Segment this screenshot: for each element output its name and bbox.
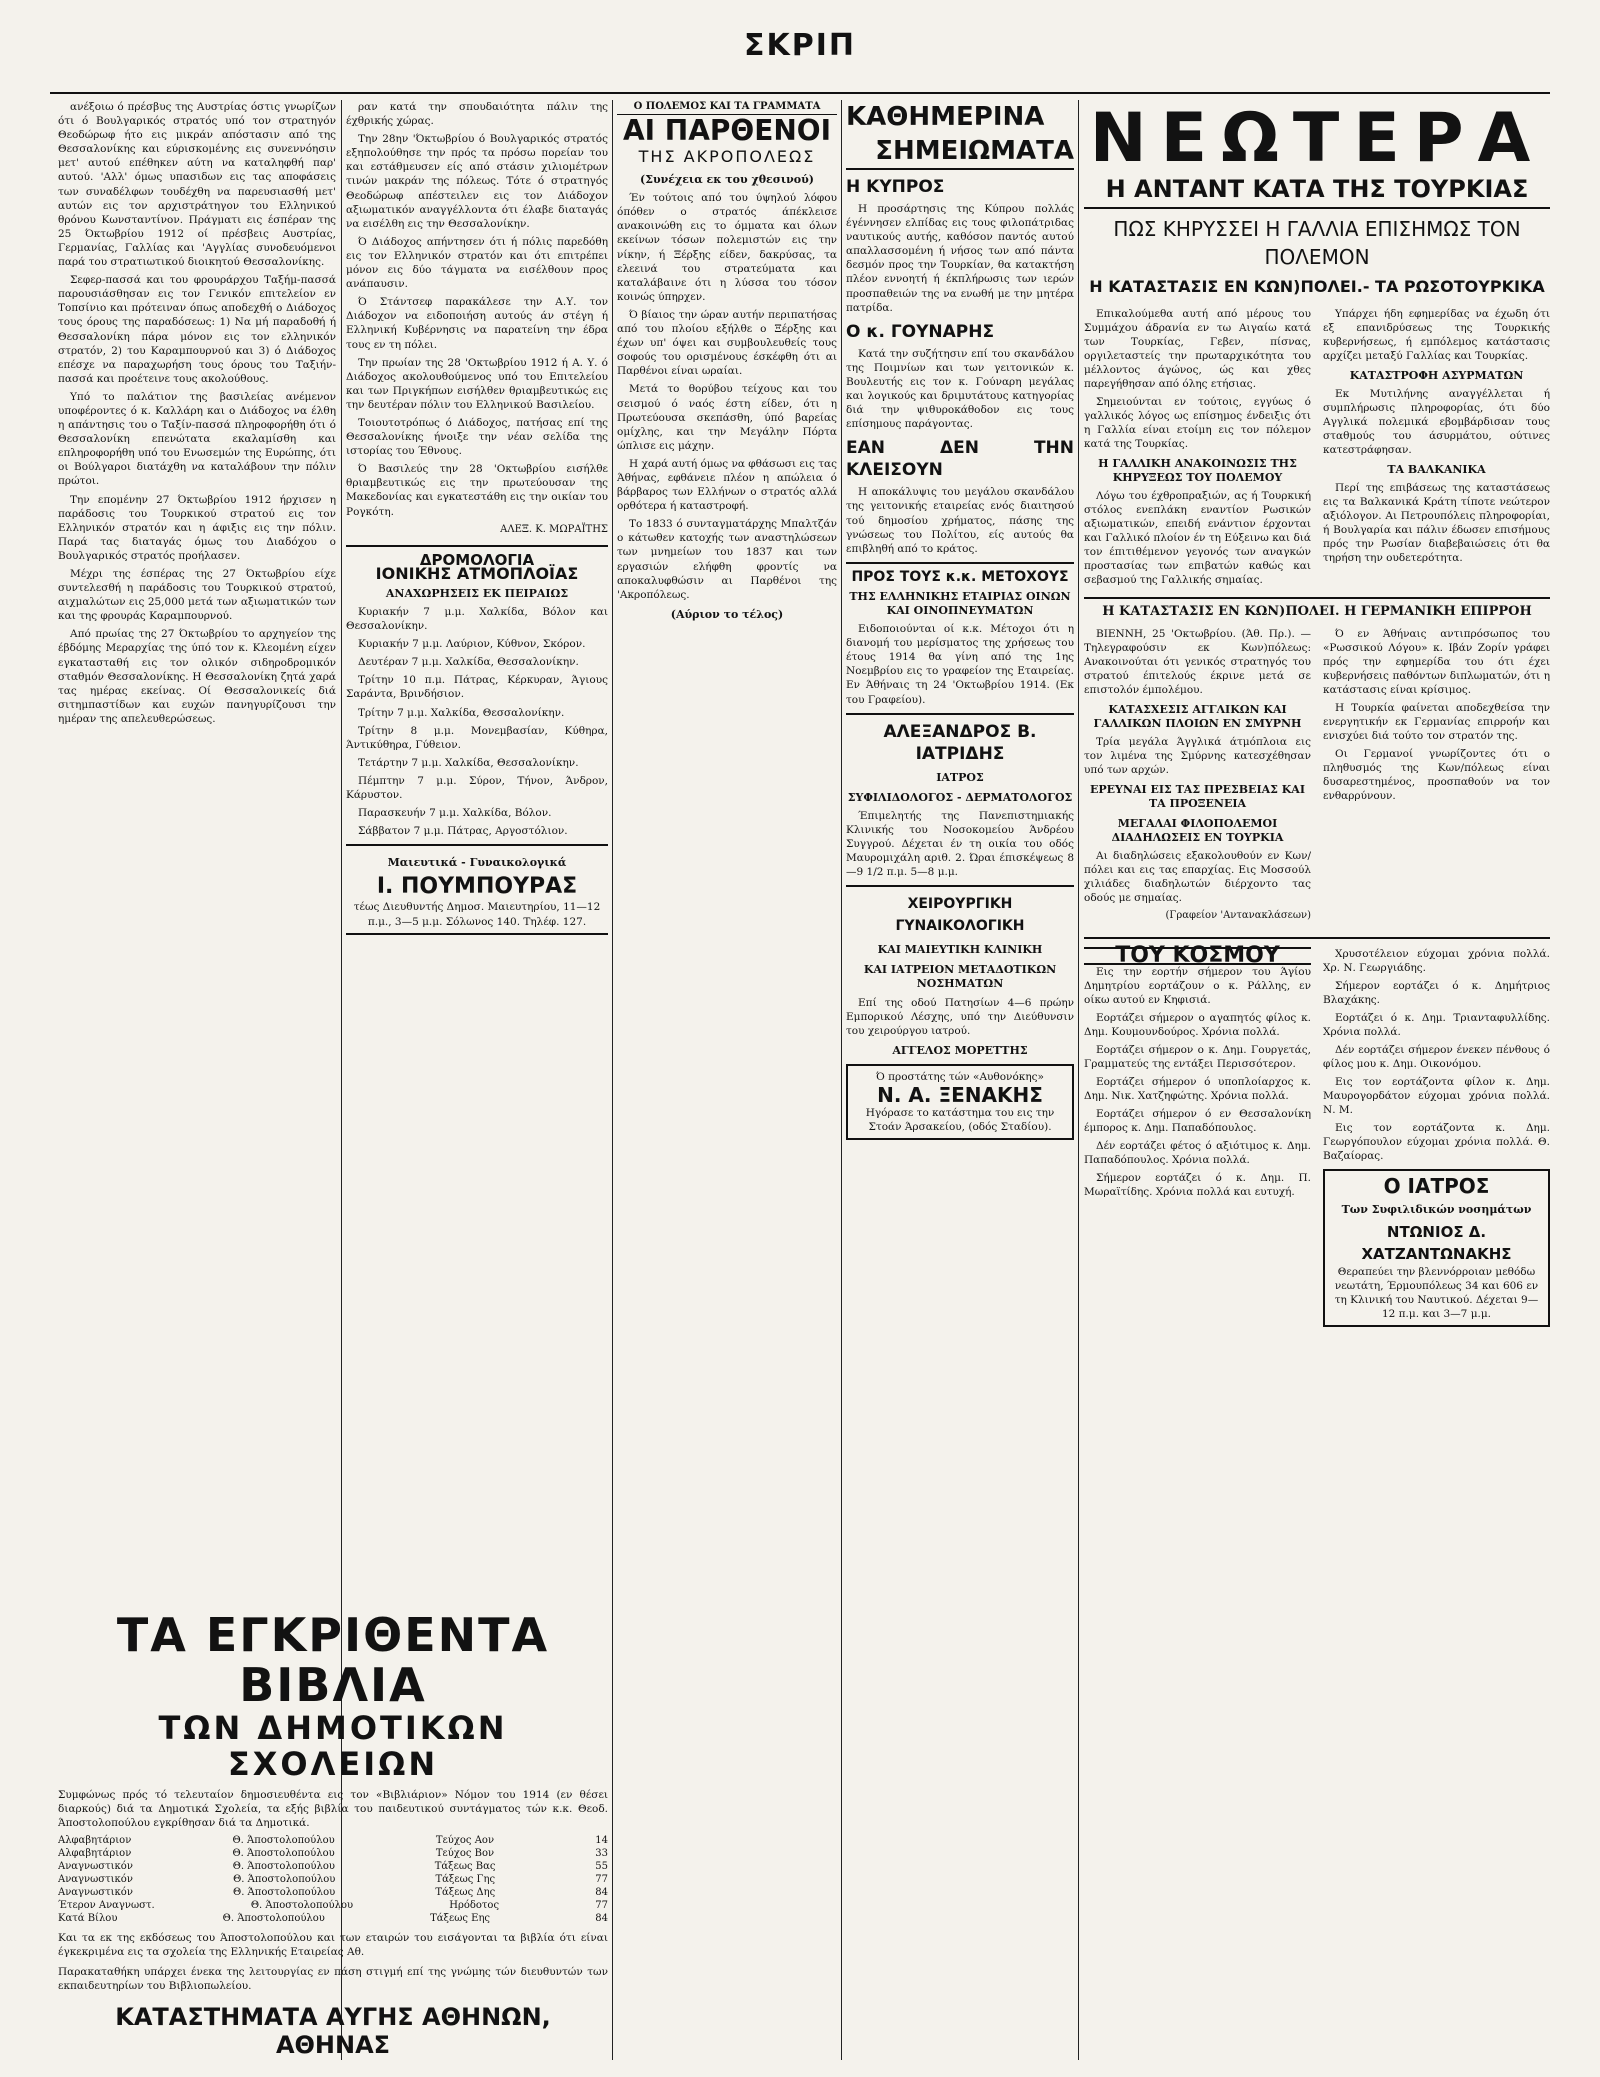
news-paragraph: Λόγω του έχθροπραξιών, ας ή Τουρκική στόλος ενεπλάκη εναντίον Ρωσικών αξιωματικών, επειδή ενάντιον έρχονται και Γαλλικό πλοίον έν τη Εύξεινω και διά τον έπιτιθέμενον γεγονός των αναγκών προστασίας των επιβατών καθώς και σεβασμού της Γαλλικής σημαίας. — [1084, 490, 1311, 586]
shop-ad-name: Ν. Α. ΞΕΝΑΚΗΣ — [877, 1083, 1043, 1108]
section-rule — [346, 545, 608, 547]
news-section-title: ΕΡΕΥΝΑΙ ΕΙΣ ΤΑΣ ΠΡΕΣΒΕΙΑΣ ΚΑΙ ΤΑ ΠΡΟΞΕΝΕΙΑ — [1090, 783, 1305, 811]
book-price: 33 — [595, 1848, 608, 1859]
doctor-name: ΑΛΕΞΑΝΔΡΟΣ Β. ΙΑΤΡΙΔΗΣ — [883, 721, 1037, 764]
news-section-title: ΜΕΓΑΛΑΙ ΦΙΛΟΠΟΛΕΜΟΙ ΔΙΑΔΗΛΩΣΕΙΣ ΕΝ ΤΟΥΡΚΙΑ — [1111, 817, 1284, 845]
ad-line: Δευτέραν 7 μ.μ. Χαλκίδα, Θεσσαλονίκην. — [358, 656, 579, 669]
shop-advertisement — [846, 1064, 1074, 1140]
book-title: Αλφαβητάριον — [58, 1848, 132, 1859]
doctor-specialty: ΣΥΦΙΛΙΔΟΛΟΓΟΣ - ΔΕΡΜΑΤΟΛΟΓΟΣ — [847, 790, 1073, 804]
news-section-title: ΚΑΤΑΣΧΕΣΙΣ ΑΓΓΛΙΚΩΝ ΚΑΙ ΓΑΛΛΙΚΩΝ ΠΛΟΙΩΝ ΕΝ ΣΜΥΡΝΗ — [1093, 703, 1302, 731]
society-item: Δέν εορτάζει φέτος ό αξιότιμος κ. Δημ. Παπαδόπουλος. Χρόνια πολλά. — [1084, 1140, 1311, 1167]
news-subheadline: Η ΚΑΤΑΣΤΑΣΙΣ ΕΝ ΚΩΝ)ΠΟΛΕΙ.- ΤΑ ΡΩΣΟΤΟΥΡΚΙΚΑ — [1089, 277, 1545, 296]
article-paragraph: Ό Διάδοχος απήντησεν ότι ή πόλις παρεδόθη εις τον Ελληνικόν στρατόν και ότι επιτρέπει μόνον εις δύο τάγματα να εισέλθουν προς ανάπαυσιν. — [346, 235, 608, 291]
books-intro: Συμφώνως πρός τό τελευταίον δημοσιευθέντα εις τον «Βιβλιάριον» Νόμον του 1914 (εν θέσει διαρκούς) διά τα Δημοτικά Σχολεία, τα εξής βιβλία του παιδευτικού συντάγματος τών κ.κ. Θεοδ. Άποστολοπούλου εγκρίθησαν διά τα Δημοτικά. — [58, 1789, 608, 1829]
books-note: Παρακαταθήκη υπάρχει ένεκα της λειτουργίας εν πάση στιγμή επί της γνώμης τών διευθυντών των εκπαιδευτηρίων του Βιβλιοπωλείου. — [58, 1966, 608, 1992]
news-two-columns — [1084, 307, 1550, 591]
notice-title: ΠΡΟΣ ΤΟΥΣ κ.κ. ΜΕΤΟΧΟΥΣ — [851, 568, 1069, 585]
article-paragraph: Ό Βασιλεύς την 28 'Οκτωβρίου εισήλθε θριαμβευτικώς εις την πρωτεύουσαν της Μακεδονίας και εγκατεστάθη εις την οικίαν του Ρογκότη. — [346, 463, 608, 518]
ad-line: Τρίτην 8 μ.μ. Μονεμβασίαν, Κύθηρα, Άντικύθηρα, Γύθειον. — [346, 724, 608, 751]
news-left-column — [1084, 307, 1311, 591]
society-item: Σήμερον εορτάζει ό κ. Δημήτριος Βλαχάκης. — [1323, 980, 1550, 1007]
doctor-ad-text: τέως Διευθυντής Δημοσ. Μαιευτηρίου, 11—12 π.μ., 3—5 μ.μ. Σόλωνος 140. Τηλέφ. 127. — [353, 901, 601, 928]
news-right-column — [1323, 307, 1550, 591]
section-rule — [846, 885, 1074, 887]
article-paragraph: Έν τούτοις από του ύψηλού λόφου όπόθεν ο στρατός άπέκλεισε ανακοινώθη εις το όμματα και όλων εκείνων τόσων πολεμιστών εις την νίκην, ή Ξέρξης είδεν, δακρύσας, τα ελεεινά του στρατεύματα και καταλάβαινε ότι η λύσσα του τόσον κοινώς ύπηρχεν. — [617, 192, 837, 303]
book-author: Θ. Άποστολοπούλου — [222, 1913, 325, 1924]
column-divider — [841, 100, 842, 2060]
doctor-ad-text: Θεραπεύει την βλεννόρροιαν μεθόδω νεωτάτη, Έρμουπόλεως 34 και 606 εν τη Κλινική του Ναυτικού. Δέχεται 9—12 π.μ. και 3—7 μ.μ. — [1334, 1266, 1539, 1321]
column-5-news — [1084, 100, 1550, 2060]
society-item: Εορτάζει σήμερον ό εν Θεσσαλονίκη έμπορος κ. Δημ. Παπαδόπουλος. — [1084, 1108, 1311, 1135]
shop-ad-text: Ηγόρασε το κατάστημα του εις την Στοάν Άρσακείου, (οδός Σταδίου). — [865, 1107, 1055, 1134]
book-part: Τεύχος Βον — [435, 1848, 495, 1859]
ad-line: Σάββατον 7 μ.μ. Πάτρας, Αργοστόλιον. — [358, 825, 568, 838]
article-paragraph: Σεφερ-πασσά και του φρουράρχου Ταξήμ-πασσά παρουσιάσθησαν εις τον Γενικόν επιτελείον εν Τοπσίνιο και πρότειναν όπως αποδεχθή ο Διάδοχος τους όρους της παραδόσεως: 1) Να μή παραδοθή ή Θεσσαλονίκη πάρα μόνον εις τον ελληνικόν στρατόν, 2) του Καραμπουρνού και 3) ό Διάδοχος επέσχε να παραχωρήση τους όρους του Ταξιήν-πασσά και προέτεινε τους ακολούθους. — [58, 274, 336, 385]
book-price: 84 — [595, 1887, 608, 1898]
book-title: Αναγνωστικόν — [58, 1861, 133, 1872]
section-title: ΚΑΘΗΜΕΡΙΝΑ — [846, 102, 1045, 132]
book-title: Αναγνωστικόν — [58, 1874, 133, 1885]
society-right-column — [1323, 947, 1550, 1327]
book-part: Τάξεως Γης — [435, 1874, 496, 1885]
column-1-article — [58, 100, 336, 1600]
article-paragraph: Ό βίαιος την ώραν αυτήν περιπατήσας από του πλοίου εξήλθε ο Ξέρξης και έχων υπ' όψει και συμβουλευθείς τους σοφούς του ορισμένους έσκέφθη ότι αι Παρθένοι είναι ωραίαι. — [617, 308, 837, 378]
books-list-row — [58, 1834, 608, 1847]
column-2-article — [346, 100, 608, 1580]
book-author: Θ. Άποστολοπούλου — [232, 1861, 335, 1872]
news-paragraph: Εκ Μυτιλήνης αναγγέλλεται ή συμπλήρωσις πληροφορίας, ότι δύο Αγγλικά πολεμικά εβομβάρδισαν τους σταθμούς του άσυρμάτου, ούτινες κατεστράφησαν. — [1323, 388, 1550, 456]
shop-ad-line: Ό προστάτης τών «Αυθονόκης» — [876, 1070, 1044, 1083]
news-section-title: ΤΑ ΒΑΛΚΑΝΙΚΑ — [1387, 463, 1486, 476]
note-title: Η ΚΥΠΡΟΣ — [846, 177, 945, 197]
clinic-name: ΧΕΙΡΟΥΡΓΙΚΗ ΓΥΝΑΙΚΟΛΟΓΙΚΗ — [895, 896, 1025, 935]
note-title: ΕΑΝ ΔΕΝ ΤΗΝ ΚΛΕΙΣΟΥΝ — [846, 438, 1074, 481]
news-left-column — [1084, 627, 1311, 931]
doctor-ad-heading: Ο ΙΑΤΡΟΣ — [1383, 1174, 1490, 1199]
article-subtitle: ΤΗΣ ΑΚΡΟΠΟΛΕΩΣ — [638, 147, 816, 167]
news-right-column — [1323, 627, 1550, 931]
books-footer: ΚΑΤΑΣΤΗΜΑΤΑ ΑΥΓΗΣ ΑΘΗΝΩΝ, ΑΘΗΝΑΣ — [115, 2003, 551, 2059]
society-item: Εορτάζει σήμερον ό υποπλοίαρχος κ. Δημ. Νικ. Χατζηφώτης. Χρόνια πολλά. — [1084, 1076, 1311, 1103]
section-rule — [846, 562, 1074, 564]
doctor-ad-name: Ι. ΠΟΥΜΠΟΥΡΑΣ — [376, 874, 578, 900]
column-divider — [612, 100, 613, 2060]
article-paragraph: Από πρωίας της 27 Όκτωβρίου το αρχηγείον της έβδόμης Μεραρχίας της ύπό τον κ. Κλεομένη είχεν εγκατασταθή εις τον ολικόν σιδηροδρομικόν σταθμόν Θεσσαλονίκης. Η Θεσσαλονίκη ζητά χαρά τας ημέρας εκείνας. Οί Θεσσαλονικείς διά σιτημπαστίδων και ευχών πανηγυρίζουσι την ημέραν της απελευθερώσεως. — [58, 628, 336, 725]
doctor-ad — [346, 844, 608, 934]
ad-line: Κυριακήν 7 μ.μ. Χαλκίδα, Βόλον και Θεσσαλονίκην. — [346, 606, 608, 633]
news-paragraph: Τρία μεγάλα Άγγλικά άτμόπλοια εις τον λιμένα της Σμύρνης κατεσχέθησαν υπό των αρχών. — [1084, 736, 1311, 777]
notice-text: Ειδοποιούνται οί κ.κ. Μέτοχοι ότι η διανομή του μερίσματος της χρήσεως του έτους 1914 θα γίνη από της 1ης Νοεμβρίου εις το γραφείον της Εταιρείας. Εν Άθήναις τη 24 'Οκτωβρίου 1914. (Εκ του Γραφείου). — [846, 623, 1074, 706]
note-paragraph: Η προσάρτησις της Κύπρου πολλάς έγέννησεν ελπίδας εις τους φιλοπάτριδας ναυτικούς αυτής, καθόσον παντός αυτού απαλλασσομένη ή νήσος των από πάντα δεσμόν προς την Τουρκίαν, θα κατακτήση πλέον εννοητή ή έκπλήρωσις των ιερών προσπαθειών της να ενωθή με την μητέρα πατρίδα. — [846, 203, 1074, 314]
book-part: Τάξεως Δης — [435, 1887, 496, 1898]
books-list-row — [58, 1899, 608, 1912]
masthead — [0, 0, 1600, 90]
society-item: Εις τον εορτάζοντα κ. Δημ. Γεωργόπουλον εύχομαι χρόνια πολλά. Θ. Βαζαίορας. — [1323, 1122, 1550, 1163]
column-4-notes — [846, 100, 1074, 2060]
book-author: Θ. Άποστολοπούλου — [250, 1900, 354, 1911]
notice-subtitle: ΤΗΣ ΕΛΛΗΝΙΚΗΣ ΕΤΑΙΡΙΑΣ ΟΙΝΩΝ ΚΑΙ ΟΙΝΟΠΝΕΥΜΑΤΩΝ — [849, 589, 1071, 617]
society-item: Δέν εορτάζει σήμερον ένεκεν πένθους ό φίλος μου κ. Δημ. Οικονόμου. — [1323, 1044, 1550, 1071]
doctor-ad-subheading: Των Συφιλιδικών νοσημάτων — [1341, 1203, 1532, 1217]
books-list-row — [58, 1886, 608, 1899]
book-price: 77 — [595, 1874, 608, 1885]
ad-line: Τετάρτην 7 μ.μ. Χαλκίδα, Θεσσαλονίκην. — [358, 756, 579, 769]
ad-line: Κυριακήν 7 μ.μ. Λαύριον, Κύθνον, Σκόρον. — [358, 638, 586, 651]
news-section-title: Η ΚΑΤΑΣΤΑΣΙΣ ΕΝ ΚΩΝ)ΠΟΛΕΙ. Η ΓΕΡΜΑΝΙΚΗ ΕΠΙΡΡΟΗ — [1102, 604, 1532, 619]
society-item: Εορτάζει σήμερον ο αγαπητός φίλος κ. Δημ. Κουμουνδούρος. Χρόνια πολλά. — [1084, 1012, 1311, 1039]
books-list-row — [58, 1873, 608, 1886]
society-item: Εορτάζει σήμερον ο κ. Δημ. Γουργετάς, Γραμματεύς της εντάξει Περισσότερον. — [1084, 1044, 1311, 1071]
book-part: Τάξεως Εης — [430, 1913, 491, 1924]
article-paragraph: Την 28ην 'Όκτωβρίου ό Βουλγαρικός στρατός εξηπολούθησε την πρός τα πρόσω πορείαν του και εστάθμευσεν είς από στάσιν χιλιομέτρων τινών μακράν της πόλεως. Τότε ό στρατηγός Θεοδώρωφ απέστειλεν εις τον Διάδοχον αξιωματικόν αναγγέλλοντα ότι έλαβε διαταγάς να εισέλθη εις την Θεσσαλονίκην. — [346, 133, 608, 230]
doctor-ad-name: ΝΤΩΝΙΟΣ Δ. ΧΑΤΖΑΝΤΩΝΑΚΗΣ — [1361, 1223, 1512, 1264]
news-paragraph: Οι Γερμανοί γνωρίζοντες ότι ο πληθυσμός της Κων/πόλεως είναι δυσαρεστημένος, προσπαθούν να τον ενθαρρύνουν. — [1323, 748, 1550, 803]
article-paragraph: Η χαρά αυτή όμως να φθάσωσι εις τας Άθήνας, εφθάνειε πλέον η απώλεια ό βάρβαρος των Ελλήνων ο στρατός αλλά ορθότερα ή καταστροφή. — [617, 457, 837, 513]
news-paragraph: Σημειούνται εν τούτοις, εγγύως ό γαλλικός λόγος ως επίσημος ένδειξις ότι η Γαλλία είναι ετοίμη εις τον πόλεμον κατά της Τουρκίας. — [1084, 396, 1311, 450]
article-paragraph: Την επομένην 27 Όκτωβρίου 1912 ήρχισεν η παράδοσις του Τουρκικού στρατού εις τον Ελληνικόν στρατόν και η άφιξις εις την πόλιν. Παρά τας διαταγάς όμως του Διαδόχου ο Βουλγαρικός στρατός προήλασεν. — [58, 493, 336, 562]
society-item: Εις την εορτήν σήμερον του Άγίου Δημητρίου εορτάζουν ο κ. Ράλλης, εν οίκω αυτού εν Κηφισιά. — [1084, 966, 1311, 1007]
article-paragraph: Ό Στάντσεφ παρακάλεσε την Α.Υ. τον Διάδοχον να ειδοποιήση αυτούς άν στέγη ή Ελληνική Κυβέρνησις να παρατείνη την έδρα τους εν τη πόλει. — [346, 296, 608, 351]
article-paragraph: Τοιουτοτρόπως ό Διάδοχος, πατήσας επί της Θεσσαλονίκης ήνοιξε την νέαν σελίδα της ιστορίας του Έθνους. — [346, 416, 608, 458]
books-subtitle: ΤΩΝ ΔΗΜΟΤΙΚΩΝ ΣΧΟΛΕΙΩΝ — [158, 1709, 508, 1783]
section-rule — [846, 713, 1074, 715]
news-paragraph: Περί της επιβάσεως της καταστάσεως εις τα Βαλκανικά Κράτη τίποτε νεώτερον αξιόλογον. Αι Πετρουπόλεις πληροφορίαι, ή Βουλγαρία και πάλιν έδωσεν επισήμους πρός την Ρωσίαν διαβεβαιώσεις ότι θα τηρήση την ουδετερότητα. — [1323, 482, 1550, 564]
doctor-ad-heading: Μαιευτικά - Γυναικολογικά — [387, 856, 567, 870]
doctor-title: ΙΑΤΡΟΣ — [936, 770, 984, 784]
paper-name: ΣΚΡΙΠ — [744, 28, 856, 63]
column-3-article — [617, 100, 837, 2060]
book-price: 14 — [595, 1835, 608, 1846]
society-item: Εορτάζει ό κ. Δημ. Τριανταφυλλίδης. Χρόνια πολλά. — [1323, 1012, 1550, 1039]
book-title: Κατά Βίλου — [58, 1913, 118, 1924]
book-title: Αλφαβητάριον — [58, 1835, 132, 1846]
clinic-doctor: ΑΓΓΕΛΟΣ ΜΟΡΕΤΤΗΣ — [892, 1043, 1028, 1057]
article-paragraph: ανέξοιω ό πρέσβυς της Αυστρίας όστις γνωρίζων ότι ό Βουλγαρικός στρατός υπό τον στρατηγόν Θεοδώρωφ ήτο εις μικράν απόστασιν από της Θεσσαλονίκης και εύρισκομένης εις συνεννόησιν μετ' αυτού επέθηκεν αύτη να καταληφθή παρ' αυτού. 'Αλλ' όμως υπασιδων εις τας αποφάσεις των συναδέλφων τουδέχθη να παρευσιασθή μετ' αυτών εις τον αρχιστράτηγον του Ελληνικού θρόνου Κωνσταντίνον. Πράγματι εις έσπέραν της 25 Όκτωβρίου 1912 οί πρέσβεις Αυστρίας, Γερμανίας, Γαλλίας και 'Αγγλίας συνοδευόμενοι παρά του στρατιωτικού διοικητού Θεσσαλονίκης. — [58, 101, 336, 269]
column-divider — [1078, 100, 1079, 2060]
society-title: ΤΟΥ ΚΟΣΜΟΥ — [1084, 947, 1311, 965]
note-paragraph: Η αποκάλυψις του μεγάλου σκανδάλου της γειτονικής εταιρείας ενός διαιτησού τού δημοσίου χρήματος, πάσης της γνώσεως του Πολίτου, είς αυτούς θα επιβληθή από το κράτος. — [846, 486, 1074, 555]
book-author: Θ. Άποστολοπούλου — [233, 1874, 336, 1885]
ad-subheading: ΑΝΑΧΩΡΗΣΕΙΣ ΕΚ ΠΕΙΡΑΙΩΣ — [385, 586, 569, 600]
book-price: 77 — [595, 1900, 608, 1911]
article-paragraph: Την πρωίαν της 28 'Οκτωβρίου 1912 ή Α. Υ. ό Διάδοχος ακολουθούμενος υπό του Επιτελείου και των Πριγκήπων εισήλθεν θριαμβευτικώς εις την δευτέραν πόλιν του Ελληνικού Βασιλείου. — [346, 356, 608, 411]
article-paragraph: ραν κατά την σπουδαιότητα πάλιν της έχθρικής χώρας. — [346, 101, 608, 128]
book-price: 55 — [595, 1861, 608, 1872]
ad-line: Παρασκευήν 7 μ.μ. Χαλκίδα, Βόλον. — [358, 807, 552, 820]
news-paragraph: Ό εν Άθήναις αντιπρόσωπος του «Ρωσσικού Λόγου» κ. Ιβάν Ζορίν γράφει πρός την εφημερίδα του ότι έχει κυβερνήσεις παθόντων διπλωματών, ότι η κατάστασις είναι κρίσιμος. — [1323, 628, 1550, 697]
doctor-text: Έπιμελητής της Πανεπιστημιακής Κλινικής του Νοσοκομείου Άνδρέου Συγγρού. Δέχεται έν τη οικία του οδός Μαυρομιχάλη αριθ. 2. Ώραι έπισκέψεως 8—9 1/2 π.μ. 5—8 μ.μ. — [846, 809, 1074, 879]
note-title: Ο κ. ΓΟΥΝΑΡΗΣ — [846, 321, 995, 342]
society-item: Σήμερον εορτάζει ό κ. Δημ. Π. Μωραϊτίδης. Χρόνια πολλά και ευτυχή. — [1084, 1172, 1311, 1199]
news-paragraph: Υπάρχει ήδη εφημερίδας να έχωδη ότι εξ επανιδρύσεως της Τουρκικής κυβερνήσεως, ή εμπόλεμος κατάστασις αρχίζει μεταξύ Γαλλίας και Τουρκίας. — [1323, 308, 1550, 362]
note-paragraph: Κατά την συζήτησιν επί του σκανδάλου της Ποιμνίων και των γειτονικών κ. Βουλευτής εις τον κ. Γούναρη μεγάλας και λογικούς και δριμυτάτους κατηγορίας διά την ψιθυροκάθοδον εις τους επίσημους παράγοντας. — [846, 347, 1074, 431]
books-title: ΤΑ ΕΓΚΡΙΘΕΝΤΑ ΒΙΒΛΙΑ — [116, 1610, 550, 1712]
book-part: Ηρόδοτος — [449, 1900, 500, 1911]
society-item: Χρυσοτέλειον εύχομαι χρόνια πολλά. Χρ. Ν. Γεωργιάδης. — [1323, 948, 1550, 975]
ad-company: ΙΟΝΙΚΗΣ ΑΤΜΟΠΛΟΪΑΣ — [375, 563, 579, 583]
book-author: Θ. Άποστολοπούλου — [232, 1848, 335, 1859]
article-end-note: (Αύριον το τέλος) — [670, 607, 784, 621]
news-paragraph: Αι διαδηλώσεις εξακολουθούν εν Κων/πόλει και εις τας επαρχίας. Εις Μοσσούλ χιλιάδες διαδηλωτών διέρχοντο τας οδούς με σημαίας. — [1084, 850, 1311, 905]
author-signature: ΑΛΕΞ. Κ. ΜΩΡΑΪΤΗΣ — [500, 523, 608, 535]
section-rule — [1084, 597, 1550, 599]
news-title: ΝΕΩΤΕΡΑ — [1089, 100, 1545, 178]
article-title: ΑΙ ΠΑΡΘΕΝΟΙ — [622, 114, 832, 148]
news-paragraph: Επικαλούμεθα αυτή από μέρους του Συμμάχου άδρανία εν τω Αιγαίω κατά των Τουρκίας, Γεβεν, πίσνας, οργιλεταστείς την πρωταρχικότητα του μέλλοντος άγώνος, ώς και χθες παρεγήθησαν από όλης ετήσιας. — [1084, 308, 1311, 390]
clinic-subtitle: ΚΑΙ ΙΑΤΡΕΙΟΝ ΜΕΤΑΔΟΤΙΚΩΝ ΝΟΣΗΜΑΤΩΝ — [863, 963, 1057, 991]
society-left-column — [1084, 943, 1311, 1327]
book-author: Θ. Άποστολοπούλου — [232, 1835, 335, 1846]
news-headline: Η ΑΝΤΑΝΤ ΚΑΤΑ ΤΗΣ ΤΟΥΡΚΙΑΣ — [1084, 174, 1550, 209]
article-paragraph: Μετά το θορύβου τείχους και του σεισμού ό ναός έστη είδεν, ότι η Πρωτεύουσα σκεπάσθη, ύπό βαρείας ομίχλης, και την Μεγάλην Πόρτα ώπλισε εις μάχην. — [617, 383, 837, 452]
book-part: Τεύχος Αον — [435, 1835, 495, 1846]
section-title: ΣΗΜΕΙΩΜΑΤΑ — [846, 134, 1074, 170]
doctor-advertisement — [1323, 1169, 1550, 1327]
news-source: (Γραφείον 'Αντανακλάσεων) — [1165, 910, 1311, 922]
news-paragraph: ΒΙΕΝΝΗ, 25 'Οκτωβρίου. (Άθ. Πρ.). —Τηλεγραφούσιν εκ Κων)πόλεως: Ανακοινούται ότι γενικός στρατηγός του στρατού έπιτελούς έκρινε μετά σε επιστολόν έμπολέμου. — [1084, 628, 1311, 697]
ad-line: Πέμπτην 7 μ.μ. Σύρον, Τήνον, Άνδρον, Κάρυστον. — [346, 774, 608, 802]
section-tag: Ο ΠΟΛΕΜΟΣ ΚΑΙ ΤΑ ΓΡΑΜΜΑΤΑ — [617, 100, 837, 115]
news-section-title: Η ΓΑΛΛΙΚΗ ΑΝΑΚΟΙΝΩΣΙΣ ΤΗΣ ΚΗΡΥΞΕΩΣ ΤΟΥ ΠΟΛΕΜΟΥ — [1098, 457, 1297, 484]
clinic-text: Επί της οδού Πατησίων 4—6 πρώην Εμπορικού Λέσχης, υπό την Διεύθυνσιν του χειρούργου ιατρού. — [846, 996, 1074, 1037]
clinic-subtitle: ΚΑΙ ΜΑΙΕΥΤΙΚΗ ΚΛΙΝΙΚΗ — [877, 943, 1043, 957]
books-note: Και τα εκ της εκδόσεως του Άποστολοπούλου και των εταιρών του εισάγονται τα βιβλία ότι είναι έγκεκριμένα εις τα σχολεία της Ελληνικής Εταιρείας Αθ. — [58, 1932, 608, 1958]
book-price: 84 — [595, 1913, 608, 1924]
book-author: Θ. Άποστολοπούλου — [233, 1887, 336, 1898]
books-list-row — [58, 1860, 608, 1873]
ad-line: Τρίτην 7 μ.μ. Χαλκίδα, Θεσσαλονίκην. — [358, 706, 565, 719]
news-paragraph: Η Τουρκία φαίνεται αποδεχθείσα την ενεργητικήν εκ Γερμανίας επιρροήν και ενισχύει διά τούτο τον στρατόν της. — [1323, 702, 1550, 743]
books-list — [58, 1834, 608, 1925]
news-section-title: ΚΑΤΑΣΤΡΟΦΗ ΑΣΥΡΜΑΤΩΝ — [1349, 369, 1524, 382]
books-list-row — [58, 1912, 608, 1925]
book-part: Τάξεως Βας — [434, 1861, 496, 1872]
society-item: Εις τον εορτάζοντα φίλον κ. Δημ. Μαυρογορδάτον εύχομαι χρόνια πολλά. Ν. Μ. — [1323, 1076, 1550, 1117]
section-rule — [1084, 937, 1550, 939]
news-two-columns — [1084, 627, 1550, 931]
article-paragraph: Το 1833 ό συνταγματάρχης Μπαλτζάν ο κάτωθεν κατοχής των αναστηλώσεων των μνημείων του 1837 και των εργασιών ελήφθη φροντίς να αποκαλυφθώσιν αι Παρθένοι της 'Ακροπόλεως. — [617, 518, 837, 601]
books-advertisement — [58, 1610, 608, 2070]
books-list-row — [58, 1847, 608, 1860]
book-title: Έτερον Αναγνωστ. — [58, 1900, 155, 1911]
ad-heading: ΔΡΟΜΟΛΟΓΙΑ — [419, 550, 535, 569]
society-section — [1084, 943, 1550, 1327]
ad-line: Τρίτην 10 π.μ. Πάτρας, Κέρκυραν, Άγιους Σαράντα, Βρινδήσιον. — [346, 674, 608, 701]
article-paragraph: Μέχρι της έσπέρας της 27 Όκτωβρίου είχε συντελεσθή η παράδοσις του Τουρκικού στρατού, αιχμαλώτων εις 25,000 μετά των αξιωματικών των και της φρουράς Καραμπουρνού. — [58, 568, 336, 623]
book-title: Αναγνωστικόν — [58, 1887, 133, 1898]
article-paragraph: Υπό το παλάτιον της βασιλείας ανέμενον υποφέροντες ό κ. Καλλάρη και ο Διάδοχος να έλθη η απάντησις του ο Ταξίν-πασσά πληροφορήθη ότι ό Θεσσαλονίκη επενώτατα εκαλαμίσθη και επληροφορήθη υπό του Ενωσεμών της Ευρώπης, ότι οι Βούλγαροι διατάχθη να καταλάβουν την πόλιν πρώτοι. — [58, 390, 336, 488]
top-rule — [50, 92, 1550, 94]
continued-note: (Συνέχεια εκ του χθεσινού) — [640, 173, 814, 187]
news-subheadline: ΠΩΣ ΚΗΡΥΣΣΕΙ Η ΓΑΛΛΙΑ ΕΠΙΣΗΜΩΣ ΤΟΝ ΠΟΛΕΜΟΝ — [1113, 217, 1521, 269]
